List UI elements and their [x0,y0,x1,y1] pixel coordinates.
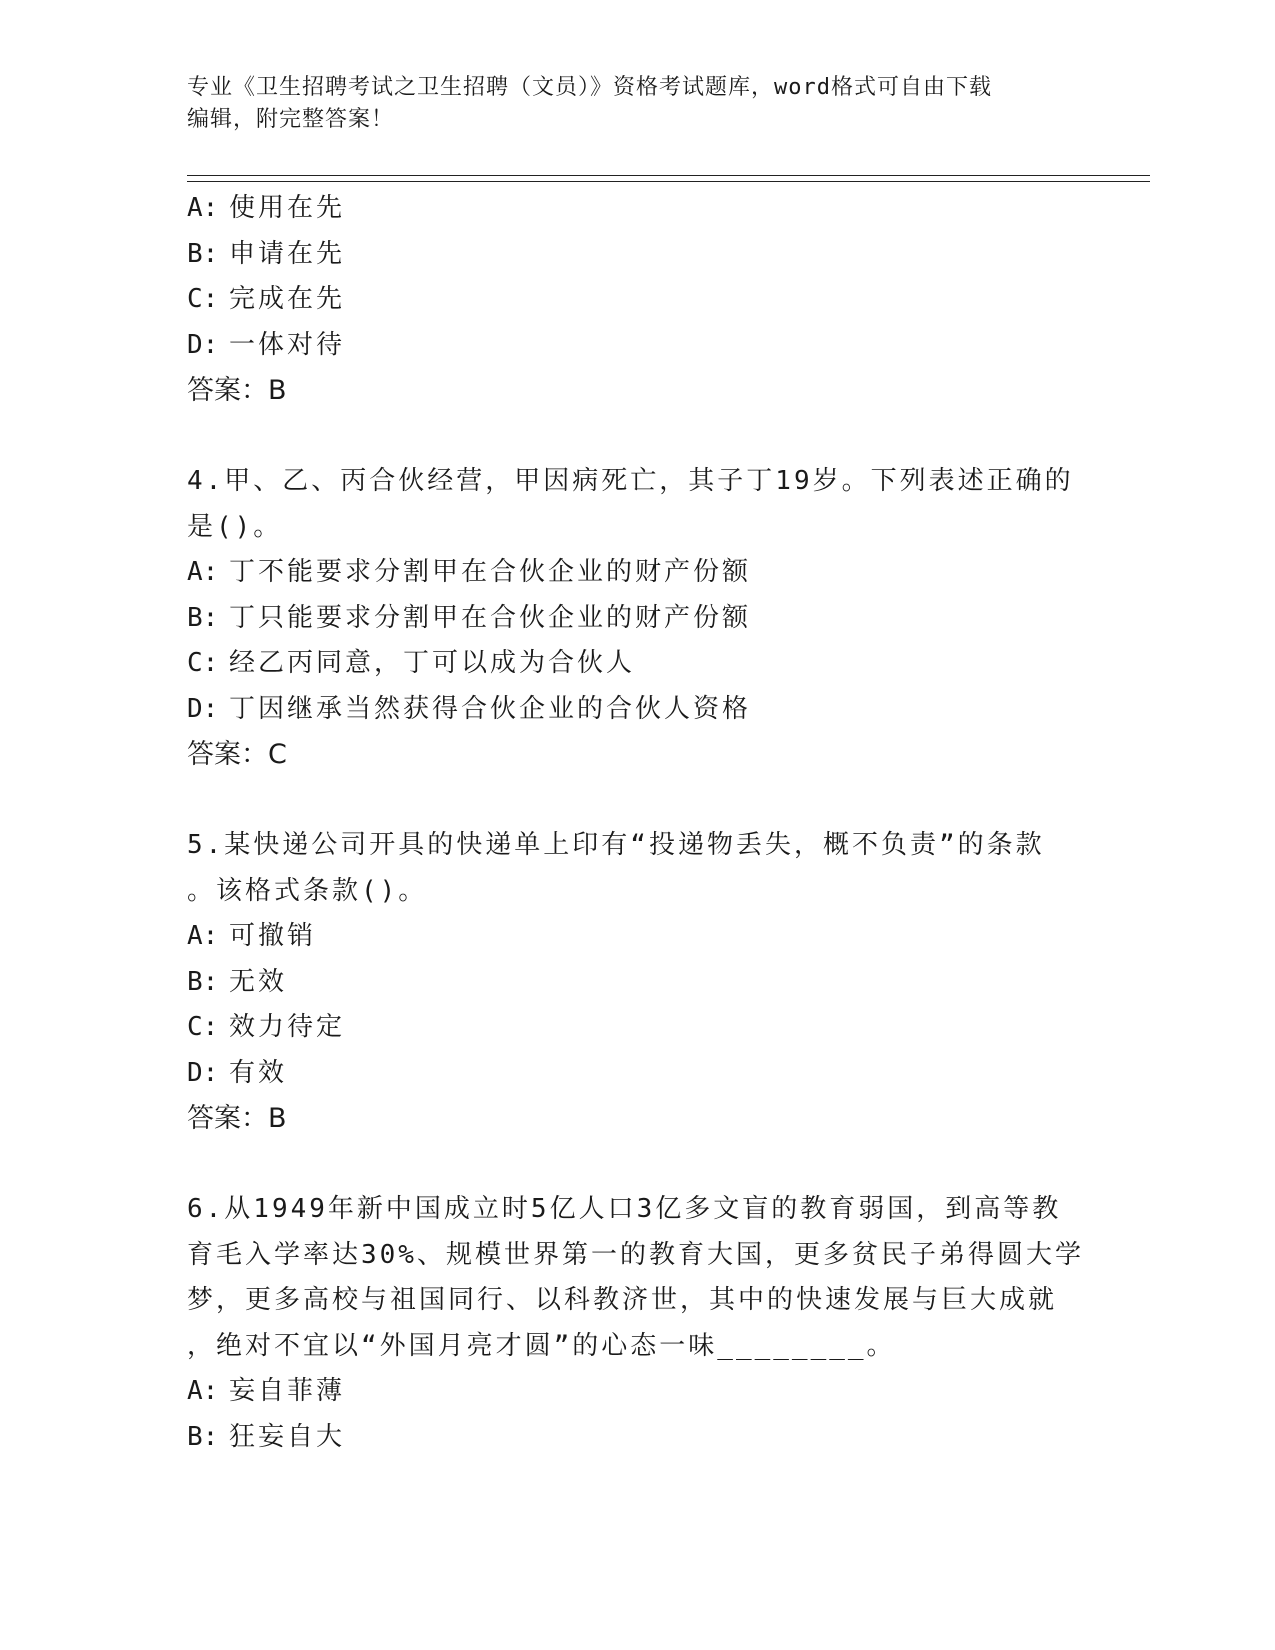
answer-line: 答案：C [187,739,287,770]
question-3 [187,186,1087,414]
option-a [187,914,1087,960]
option-key: D: [187,693,219,724]
option-key: B: [187,602,219,633]
option-key: B: [187,1421,219,1452]
option-b [187,596,1087,642]
question-text-line: 4.甲、乙、丙合伙经营，甲因病死亡，其子丁19岁。下列表述正确的 [187,466,1074,496]
question-5 [187,823,1087,1142]
option-key: C: [187,1012,219,1042]
option-key: D: [187,329,219,360]
option-d [187,1051,1087,1097]
option-b [187,960,1087,1006]
option-text: 丁只能要求分割甲在合伙企业的财产份额 [229,602,752,633]
option-b [187,1415,1087,1461]
option-text: 经乙丙同意，丁可以成为合伙人 [229,648,636,678]
question-text-line: 5.某快递公司开具的快递单上印有“投递物丢失，概不负责”的条款 [187,830,1045,860]
option-text: 狂妄自大 [229,1421,346,1452]
question-4 [187,459,1087,778]
question-6 [187,1187,1087,1460]
option-text: 完成在先 [229,284,346,314]
option-text: 使用在先 [229,193,346,223]
option-key: B: [187,966,219,997]
question-text-line: 育毛入学率达30%、规模世界第一的教育大国，更多贫民子弟得圆大学 [187,1239,1084,1270]
option-text: 可撤销 [229,921,317,951]
option-c [187,277,1087,323]
option-text: 丁不能要求分割甲在合伙企业的财产份额 [229,557,752,587]
question-spacer [187,778,1087,823]
option-a [187,1369,1087,1415]
option-a [187,186,1087,232]
answer-line: 答案：B [187,375,287,406]
option-key: A: [187,557,219,587]
question-text-line: 梦，更多高校与祖国同行、以科教济世，其中的快速发展与巨大成就 [187,1285,1058,1315]
header-divider-bottom [187,181,1150,182]
option-c [187,1005,1087,1051]
option-text: 妄自菲薄 [229,1376,346,1406]
option-d [187,687,1087,733]
header-line-1: 专业《卫生招聘考试之卫生招聘（文员）》资格考试题库，word格式可自由下载 [187,75,992,100]
question-text-line: ，绝对不宜以“外国月亮才圆”的心态一味________。 [187,1330,896,1361]
option-b [187,232,1087,278]
option-text: 效力待定 [229,1012,346,1042]
answer-line: 答案：B [187,1103,287,1134]
option-c [187,641,1087,687]
question-text-line: 。该格式条款()。 [187,875,428,906]
option-key: D: [187,1057,219,1088]
document-header [187,72,1087,136]
option-key: A: [187,921,219,951]
option-d [187,323,1087,369]
question-text-line: 是()。 [187,511,283,542]
option-key: C: [187,648,219,678]
question-spacer [187,414,1087,459]
option-key: C: [187,284,219,314]
option-key: B: [187,238,219,269]
header-divider-top [187,175,1150,176]
option-key: A: [187,193,219,223]
question-spacer [187,1142,1087,1187]
option-text: 申请在先 [229,238,346,269]
option-a [187,550,1087,596]
option-text: 有效 [229,1057,288,1088]
option-text: 一体对待 [229,329,346,360]
question-list [187,186,1087,1460]
option-text: 无效 [229,966,288,997]
question-text-line: 6.从1949年新中国成立时5亿人口3亿多文盲的教育弱国，到高等教 [187,1194,1062,1224]
header-line-2: 编辑，附完整答案！ [187,107,395,132]
option-key: A: [187,1376,219,1406]
option-text: 丁因继承当然获得合伙企业的合伙人资格 [229,693,752,724]
